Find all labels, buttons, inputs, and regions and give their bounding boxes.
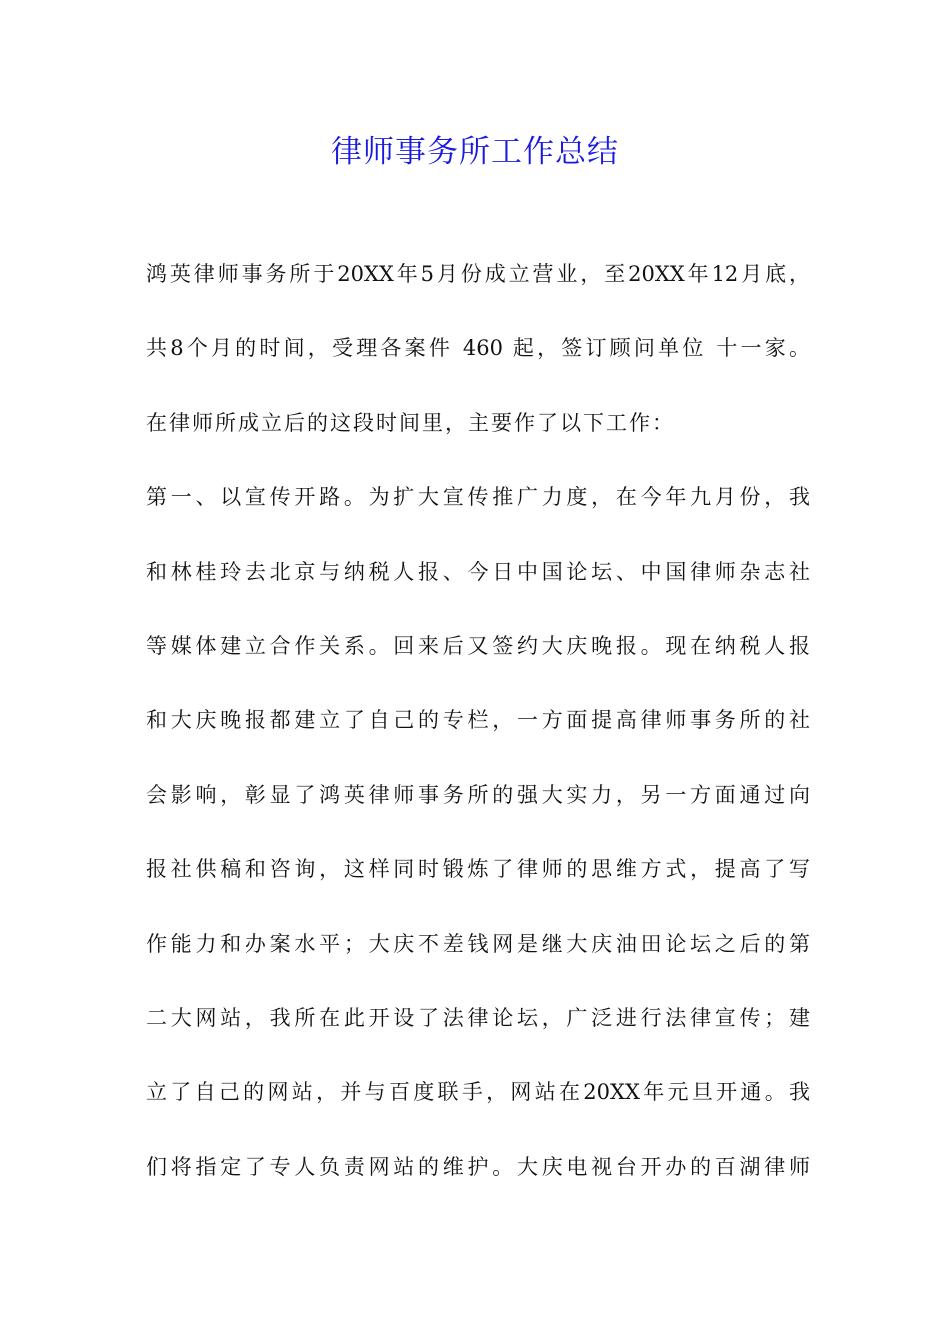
paragraph-line: 第一、以宣传开路。为扩大宣传推广力度，在今年九月份，我	[146, 485, 810, 510]
document-title: 律师事务所工作总结	[331, 134, 619, 170]
paragraph-line: 和大庆晚报都建立了自己的专栏，一方面提高律师事务所的社	[146, 708, 810, 733]
paragraph-line: 等媒体建立合作关系。回来后又签约大庆晚报。现在纳税人报	[146, 633, 810, 658]
paragraph-line: 作能力和办案水平；大庆不差钱网是继大庆油田论坛之后的第	[146, 931, 810, 956]
paragraph-line: 们将指定了专人负责网站的维护。大庆电视台开办的百湖律师	[146, 1154, 810, 1179]
paragraph-line: 二大网站，我所在此开设了法律论坛，广泛进行法律宣传；建	[146, 1005, 810, 1030]
paragraph-line: 在律师所成立后的这段时间里，主要作了以下工作：	[146, 410, 675, 435]
paragraph-line: 共8个月的时间，受理各案件 460 起，签订顾问单位 十一家。	[146, 336, 810, 361]
document-body	[146, 262, 810, 1229]
paragraph-line: 和林桂玲去北京与纳税人报、今日中国论坛、中国律师杂志社	[146, 559, 810, 584]
paragraph-line: 鸿英律师事务所于20XX年5月份成立营业，至20XX年12月底，	[146, 262, 810, 286]
paragraph-line: 报社供稿和咨询，这样同时锻炼了律师的思维方式，提高了写	[146, 857, 810, 882]
paragraph-line: 立了自己的网站，并与百度联手，网站在20XX年元旦开通。我	[146, 1080, 810, 1105]
paragraph-line: 会影响，彰显了鸿英律师事务所的强大实力，另一方面通过向	[146, 782, 810, 807]
